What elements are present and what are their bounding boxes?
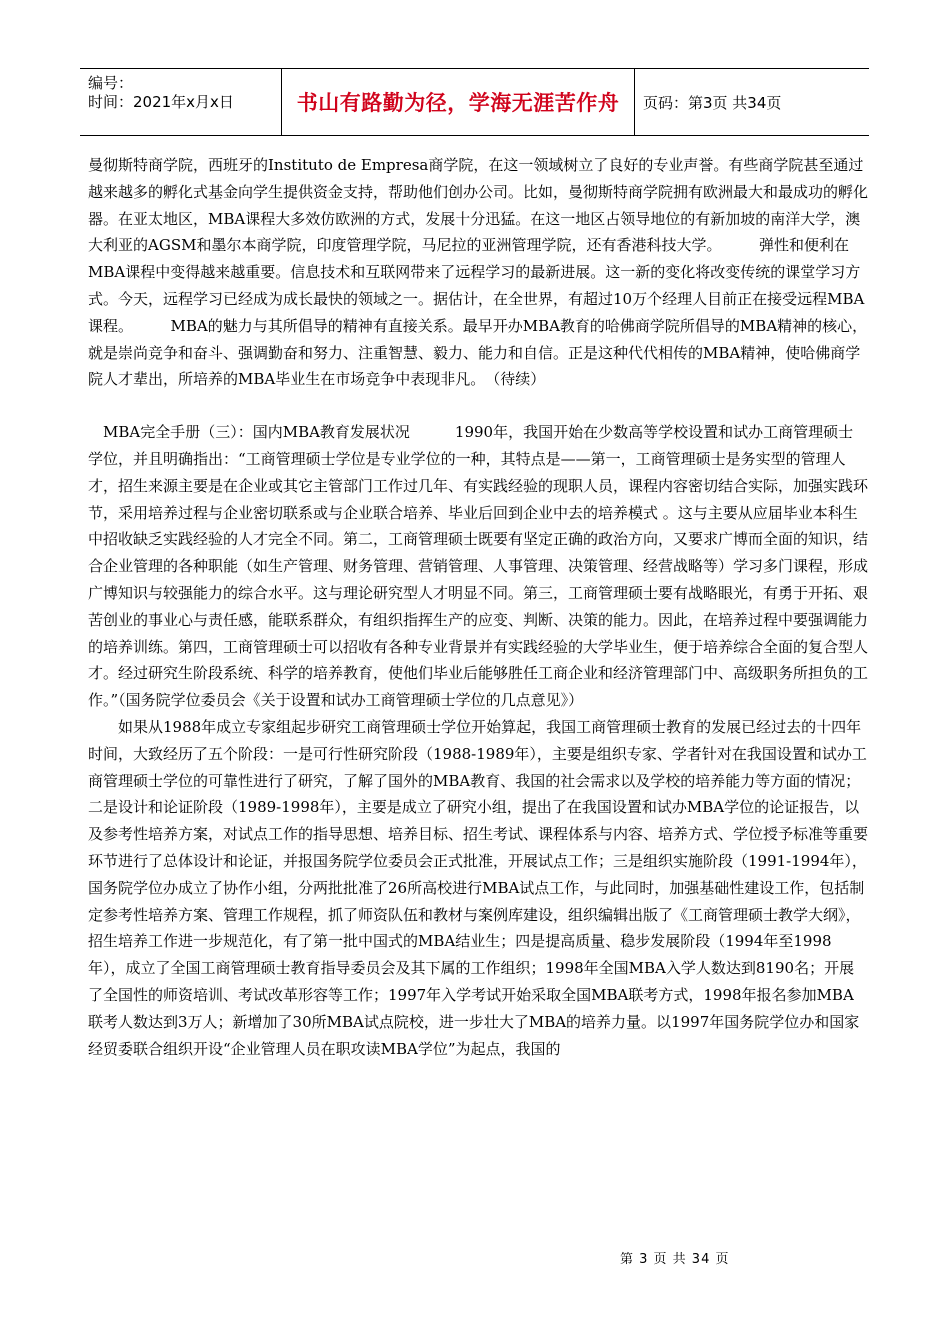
header-motto: 书山有路勤为径，学海无涯苦作舟 <box>282 69 635 135</box>
body-paragraph-2: MBA完全手册（三）：国内MBA教育发展状况 1990年，我国开始在少数高等学校设置和试办工商管理硕士学位，并且明确指出：“工商管理硕士学位是专业学位的一种，其特点是——第一，工商管理硕士是务实型的管理人才，招生来源主要是在企业或其它主管部门工作过几年、有实践经验的现职人员，课程内容密切结合实际，加强实践环节，采用培养过程与企业密切联系或与企业联合培养、毕业后回到企业中去的培养模式 。这与主要从应届毕业本科生中招收缺乏实践经验的人才完全不同。第二，工商管理硕士既要有坚定正确的政治方向，又要求广博而全面的知识，结合企业管理的各种职能（如生产管理、财务管理、营销管理、人事管理、决策管理、经营战略等）学习多门课程，形成广博知识与较强能力的综合水平。这与理论研究型人才明显不同。第三，工商管理硕士要有战略眼光，有勇于开拓、艰苦创业的事业心与责任感，能联系群众，有组织指挥生产的应变、判断、决策的能力。因此，在培养过程中要强调能力的培养训练。第四，工商管理硕士可以招收有各种专业背景并有实践经验的大学毕业生，便于培养综合全面的复合型人才。经过研究生阶段系统、科学的培养教育，使他们毕业后能够胜任工商企业和经济管理部门中、高级职务所担负的工作。”（国务院学位委员会《关于设置和试办工商管理硕士学位的几点意见》） <box>88 423 869 710</box>
doc-time-label: 时间：2021年x月x日 <box>88 93 234 111</box>
paragraph-spacer <box>88 393 868 419</box>
body-paragraph-3: 如果从1988年成立专家组起步研究工商管理硕士学位开始算起，我国工商管理硕士教育的发展已经过去的十四年时间，大致经历了五个阶段：一是可行性研究阶段（1988-1989年），主要是组织专家、学者针对在我国设置和试办工商管理硕士学位的可靠性进行了研究，了解了国外的MBA教育、我国的社会需求以及学校的培养能力等方面的情况；二是设计和论证阶段（1989-1998年），主要是成立了研究小组，提出了在我国设置和试办MBA学位的论证报告，以及参考性培养方案，对试点工作的指导思想、培养目标、招生考试、课程体系与内容、培养方式、学位授予标准等重要环节进行了总体设计和论证，并报国务院学位委员会正式批准，开展试点工作；三是组织实施阶段（1991-1994年），国务院学位办成立了协作小组，分两批批准了26所高校进行MBA试点工作，与此同时，加强基础性建设工作，包括制定参考性培养方案、管理工作规程，抓了师资队伍和教材与案例库建设，组织编辑出版了《工商管理硕士教学大纲》，招生培养工作进一步规范化，有了第一批中国式的MBA结业生；四是提高质量、稳步发展阶段（1994年至1998年），成立了全国工商管理硕士教育指导委员会及其下属的工作组织；1998年全国MBA入学人数达到8190名；开展了全国性的师资培训、考试改革形容等工作；1997年入学考试开始采取全国MBA联考方式，1998年报名参加MBA联考人数达到3万人；新增加了30所MBA试点院校，进一步壮大了MBA的培养力量。以1997年国务院学位办和国家经贸委联合组织开设“企业管理人员在职攻读MBA学位”为起点，我国的 <box>88 717 869 1058</box>
header-meta-cell <box>80 69 282 135</box>
body-paragraph-1: 曼彻斯特商学院，西班牙的Instituto de Empresa商学院，在这一领域树立了良好的专业声誉。有些商学院甚至通过越来越多的孵化式基金向学生提供资金支持，帮助他们创办公司。比如，曼彻斯特商学院拥有欧洲最大和最成功的孵化器。在亚太地区，MBA课程大多效仿欧洲的方式，发展十分迅猛。在这一地区占领导地位的有新加坡的南洋大学，澳大利亚的AGSM和墨尔本商学院，印度管理学院，马尼拉的亚洲管理学院，还有香港科技大学。 弹性和便利在MBA课程中变得越来越重要。信息技术和互联网带来了远程学习的最新进展。这一新的变化将改变传统的课堂学习方式。今天，远程学习已经成为成长最快的领域之一。据估计，在全世界，有超过10万个经理人目前正在接受远程MBA课程。 MBA的魅力与其所倡导的精神有直接关系。最早开办MBA教育的哈佛商学院所倡导的MBA精神的核心，就是崇尚竞争和奋斗、强调勤奋和努力、注重智慧、毅力、能力和自信。正是这种代代相传的MBA精神，使哈佛商学院人才辈出，所培养的MBA毕业生在市场竞争中表现非凡。 （待续） <box>88 156 869 389</box>
document-body <box>88 152 868 1062</box>
header-page-label: 页码：第3页 共34页 <box>643 93 782 112</box>
page-footer: 第 3 页 共 34 页 <box>620 1252 730 1267</box>
doc-number-label: 编号： <box>88 74 134 92</box>
page-header <box>80 68 869 136</box>
